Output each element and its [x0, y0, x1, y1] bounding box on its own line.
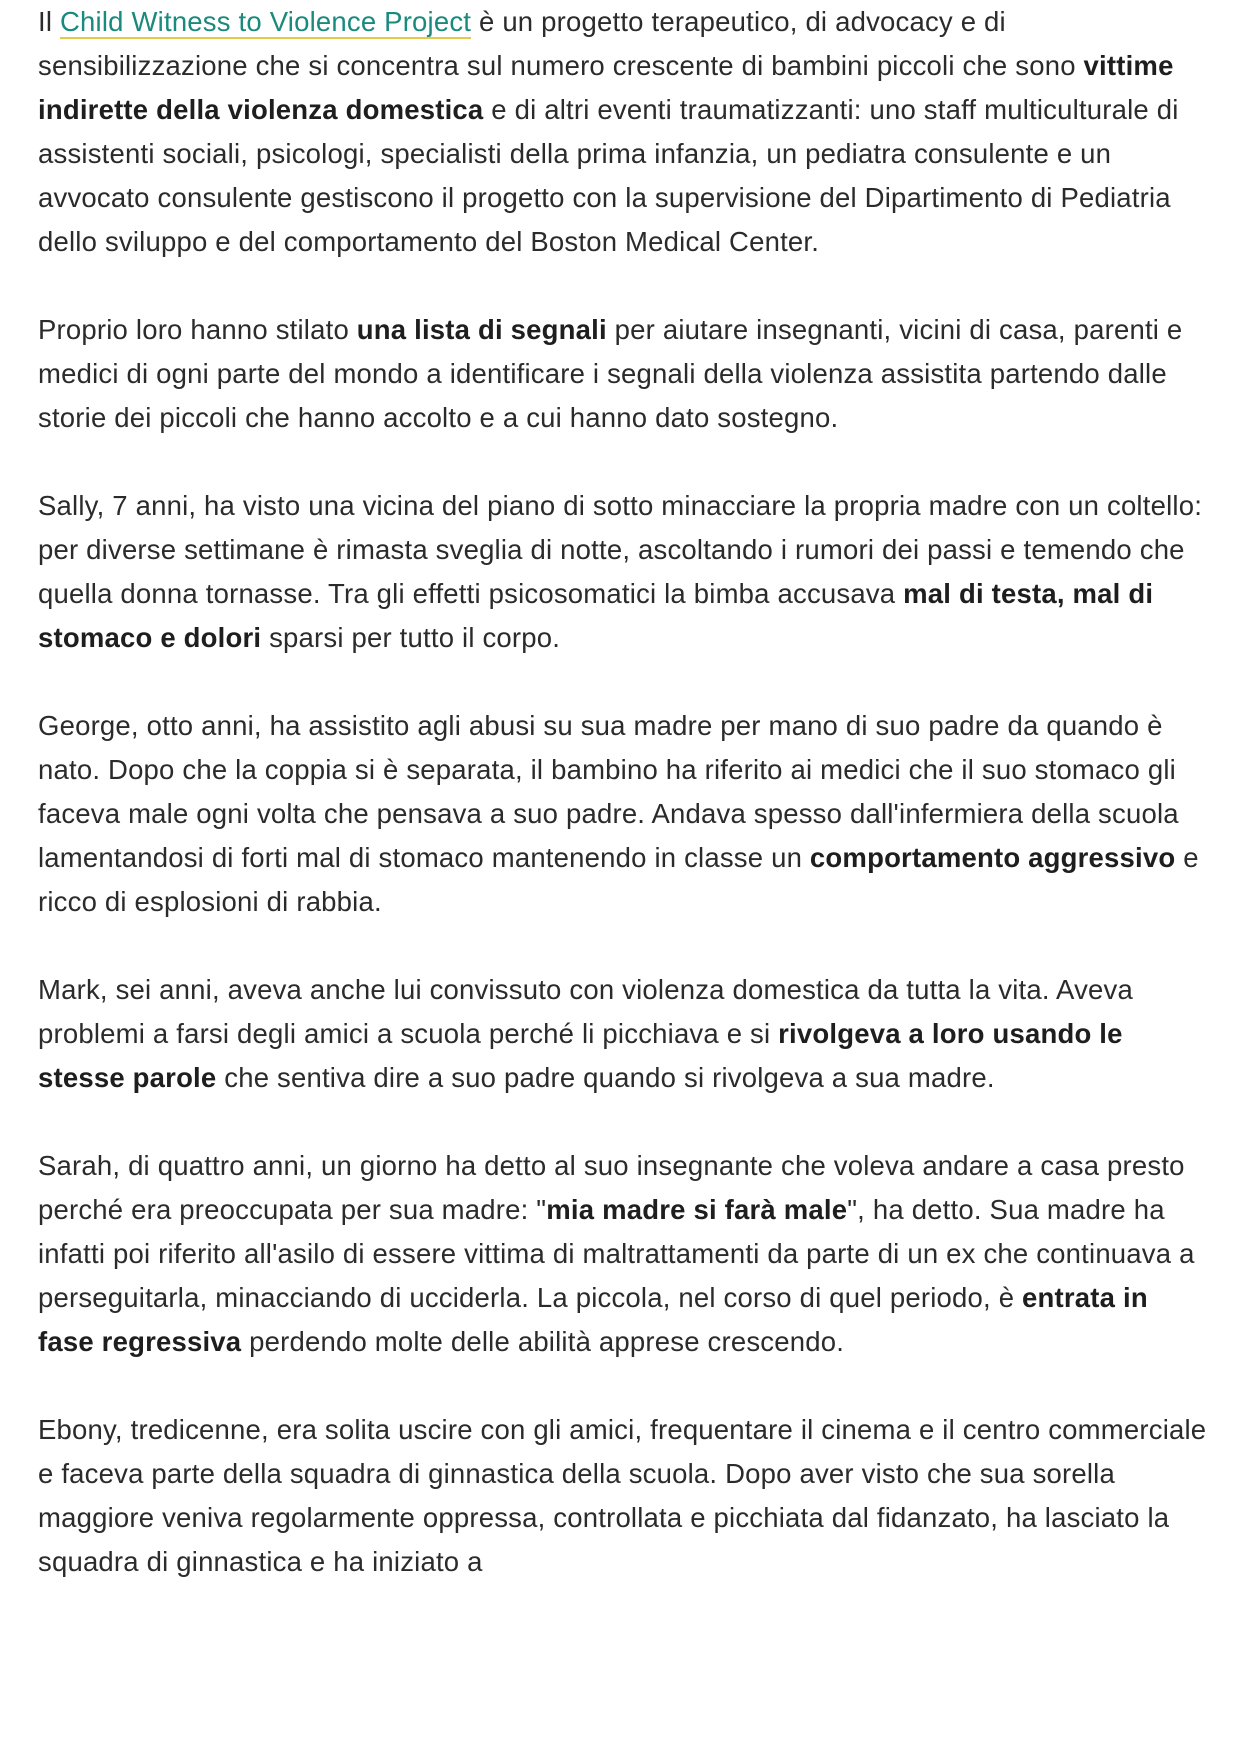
- paragraph-text: e ricco di esplosioni di rabbia.: [38, 842, 1199, 917]
- paragraph-text: Sally, 7 anni, ha visto una vicina del piano di sotto minacciare la propria madre con un coltello: per diverse settimane è rimasta sveglia di notte, ascoltando i rumori dei passi e temendo che quella donna tornasse. Tra gli effetti psicosomatici la bimba accusava: [38, 490, 1203, 609]
- paragraph-sarah: [38, 1144, 1208, 1364]
- bold-phrase: vittime indirette della violenza domestica: [38, 50, 1174, 125]
- bold-phrase: una lista di segnali: [356, 314, 607, 345]
- bold-phrase: mia madre si farà male: [546, 1194, 848, 1225]
- paragraph-sally: [38, 484, 1208, 660]
- paragraph-text: George, otto anni, ha assistito agli abusi su sua madre per mano di suo padre da quando è nato. Dopo che la coppia si è separata, il bambino ha riferito ai medici che il suo stomaco gli faceva male ogni volta che pensava a suo padre. Andava spesso dall'infermiera della scuola lamentandosi di forti mal di stomaco mantenendo in classe un: [38, 710, 1179, 873]
- paragraph-text: perdendo molte delle abilità apprese crescendo.: [241, 1326, 845, 1357]
- bold-phrase: entrata in fase regressiva: [38, 1282, 1148, 1357]
- paragraph-text: Ebony, tredicenne, era solita uscire con gli amici, frequentare il cinema e il centro commerciale e faceva parte della squadra di ginnastica della scuola. Dopo aver visto che sua sorella maggiore veniva regolarmente oppressa, controllata e picchiata dal fidanzato, ha lasciato la squadra di ginnastica e ha iniziato a: [38, 1414, 1207, 1577]
- child-witness-project-link[interactable]: Child Witness to Violence Project: [60, 6, 472, 37]
- paragraph-text: è un progetto terapeutico, di advocacy e di sensibilizzazione che si concentra sul numero crescente di bambini piccoli che sono: [38, 6, 1084, 81]
- paragraph-text: per aiutare insegnanti, vicini di casa, parenti e medici di ogni parte del mondo a identificare i segnali della violenza assistita partendo dalle storie dei piccoli che hanno accolto e a cui hanno dato sostegno.: [38, 314, 1183, 433]
- paragraph-text: sparsi per tutto il corpo.: [261, 622, 561, 653]
- article-body: [38, 0, 1208, 1628]
- paragraph-text: Il: [38, 6, 60, 37]
- paragraph-ebony: [38, 1408, 1208, 1584]
- paragraph-text: ", ha detto. Sua madre ha infatti poi riferito all'asilo di essere vittima di maltrattamenti da parte di un ex che continuava a perseguitarla, minacciando di ucciderla. La piccola, nel corso di quel periodo, è: [38, 1194, 1195, 1313]
- paragraph-text: Proprio loro hanno stilato: [38, 314, 357, 345]
- paragraph-text: e di altri eventi traumatizzanti: uno staff multiculturale di assistenti sociali, psicologi, specialisti della prima infanzia, un pediatra consulente e un avvocato consulente gestiscono il progetto con la supervisione del Dipartimento di Pediatria dello sviluppo e del comportamento del Boston Medical Center.: [38, 94, 1179, 257]
- bold-phrase: mal di testa, mal di stomaco e dolori: [38, 578, 1154, 653]
- paragraph-mark: [38, 968, 1208, 1100]
- paragraph-signals: [38, 308, 1208, 440]
- bold-phrase: rivolgeva a loro usando le stesse parole: [38, 1018, 1123, 1093]
- paragraph-text: Sarah, di quattro anni, un giorno ha detto al suo insegnante che voleva andare a casa presto perché era preoccupata per sua madre: ": [38, 1150, 1185, 1225]
- paragraph-text: che sentiva dire a suo padre quando si rivolgeva a sua madre.: [216, 1062, 995, 1093]
- bold-phrase: comportamento aggressivo: [809, 842, 1176, 873]
- paragraph-text: Mark, sei anni, aveva anche lui convissuto con violenza domestica da tutta la vita. Aveva problemi a farsi degli amici a scuola perché li picchiava e si: [38, 974, 1133, 1049]
- paragraph-george: [38, 704, 1208, 924]
- paragraph-intro: [38, 0, 1208, 264]
